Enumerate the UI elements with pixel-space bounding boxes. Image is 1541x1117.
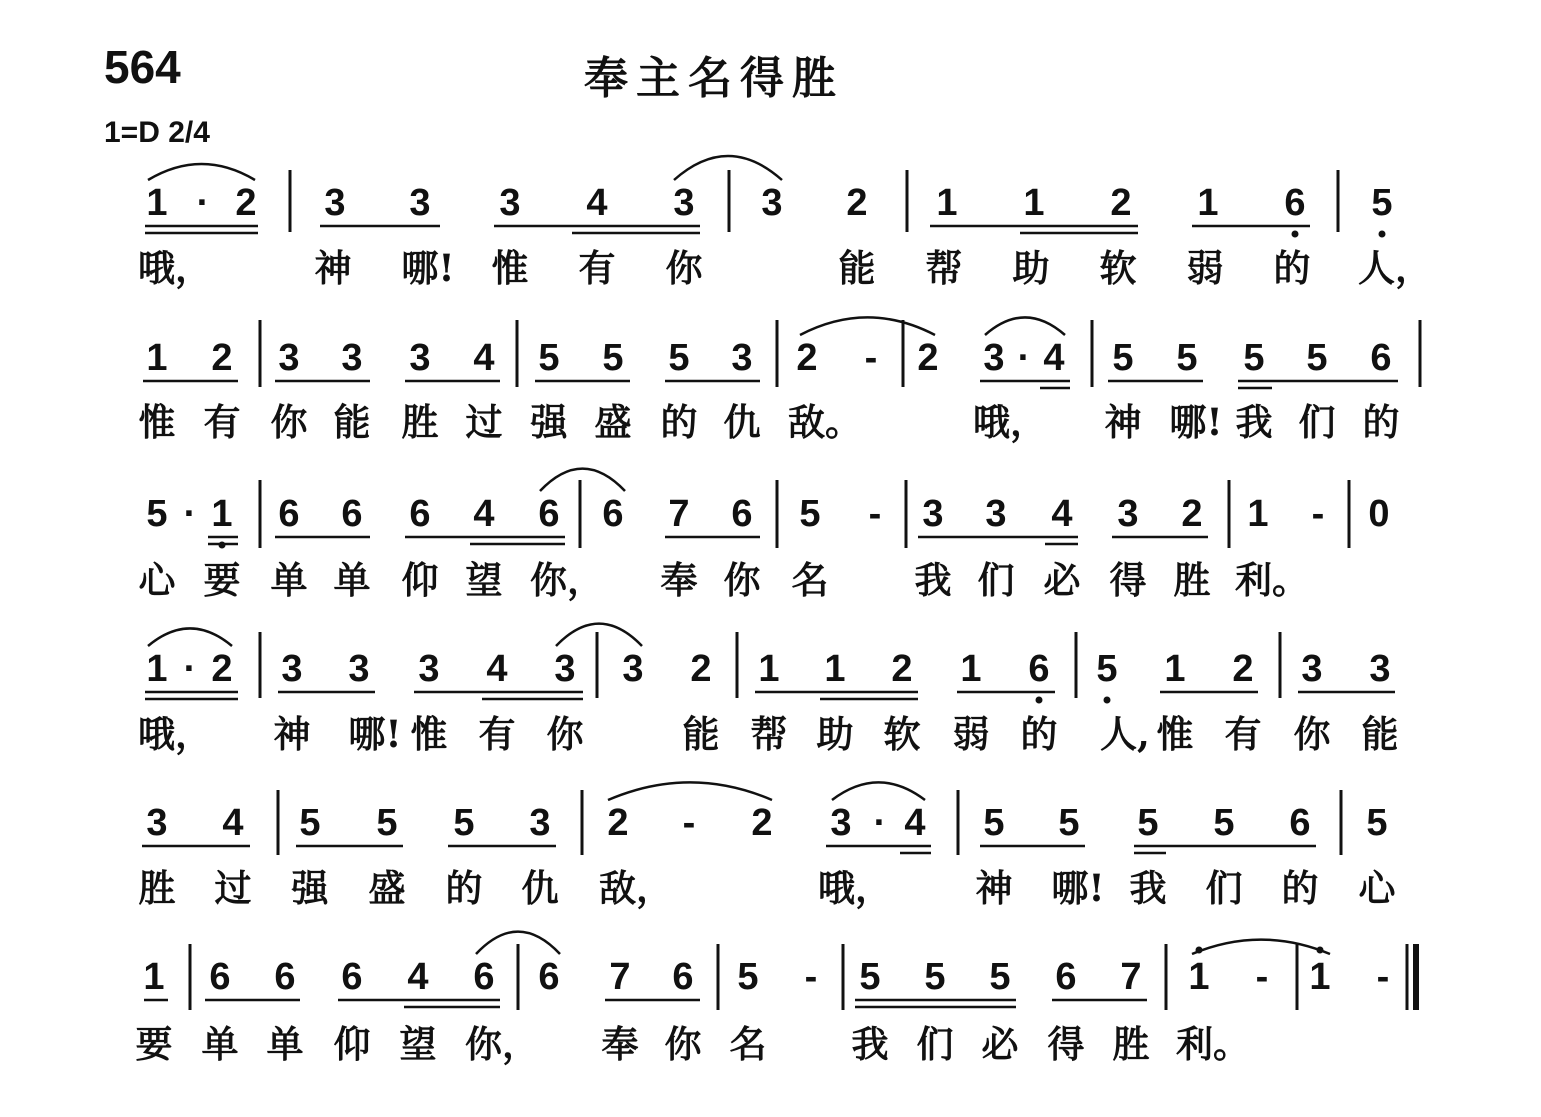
- lyric-char: 哦，: [973, 400, 1047, 444]
- lyric-char: 心: [1358, 866, 1396, 910]
- note-digit: 5: [737, 956, 759, 998]
- lyric-char: 利。: [1176, 1022, 1250, 1066]
- note-digit: 5: [1137, 802, 1159, 844]
- note-digit: 3: [922, 493, 944, 535]
- octave-dot: [1292, 231, 1299, 238]
- lyric-char: 帮: [750, 712, 788, 756]
- lyric-char: 能: [682, 712, 720, 756]
- lyric-char: 软: [1099, 246, 1137, 290]
- note-digit: 7: [668, 493, 690, 535]
- note-digit: 6: [672, 956, 694, 998]
- tie-arc: [800, 317, 935, 335]
- note-digit: 5: [924, 956, 946, 998]
- note-digit: 3: [409, 337, 431, 379]
- note-digit: 3: [418, 648, 440, 690]
- lyric-char: 名: [729, 1022, 767, 1066]
- note-digit: 6: [1055, 956, 1077, 998]
- note-digit: 6: [409, 493, 431, 535]
- note-digit: 3: [278, 337, 300, 379]
- lyric-char: 的: [1362, 400, 1400, 444]
- lyric-char: 单: [201, 1022, 239, 1066]
- note-digit: 1: [1164, 648, 1186, 690]
- lyric-char: 有: [478, 712, 516, 756]
- lyric-char: 望: [465, 558, 503, 602]
- note-digit: 1: [1197, 182, 1219, 224]
- note-digit: 3: [830, 802, 852, 844]
- note-digit: 3: [324, 182, 346, 224]
- note-digit: 5: [1371, 182, 1393, 224]
- lyric-char: 助: [816, 712, 854, 756]
- lyric-char: 有: [578, 246, 616, 290]
- note-digit: 6: [538, 956, 560, 998]
- lyric-char: 敌，: [599, 866, 673, 910]
- note-digit: 1: [146, 648, 168, 690]
- lyric-char: 惟: [1156, 712, 1194, 756]
- note-digit: 1: [1247, 493, 1269, 535]
- lyric-char: 哦，: [138, 712, 212, 756]
- note-digit: 6: [209, 956, 231, 998]
- note-digit: 1: [758, 648, 780, 690]
- note-digit: 3: [146, 802, 168, 844]
- lyric-char: 你: [546, 712, 584, 756]
- tie-arc: [1192, 940, 1330, 954]
- lyric-char: 哪!: [1169, 400, 1223, 444]
- note-digit: 5: [538, 337, 560, 379]
- lyric-char: 你: [664, 1022, 702, 1066]
- note-digit: 5: [1176, 337, 1198, 379]
- lyric-char: 胜: [1112, 1022, 1150, 1066]
- lyric-char: 人，: [1358, 246, 1432, 290]
- lyric-char: 单: [270, 558, 308, 602]
- lyric-char: 你: [723, 558, 761, 602]
- note-digit: 3: [1369, 648, 1391, 690]
- note-digit: 5: [1112, 337, 1134, 379]
- lyric-char: 我: [851, 1022, 889, 1066]
- lyric-char: 胜: [401, 400, 439, 444]
- note-digit: 5: [602, 337, 624, 379]
- note-digit: 3: [1301, 648, 1323, 690]
- lyric-char: 的: [445, 866, 483, 910]
- note-digit: 3: [529, 802, 551, 844]
- note-digit: 4: [473, 493, 495, 535]
- lyric-char: 有: [1224, 712, 1262, 756]
- lyric-char: 仰: [333, 1022, 371, 1066]
- note-digit: 3: [622, 648, 644, 690]
- lyric-char: 神: [975, 866, 1013, 910]
- note-digit: 0: [1368, 493, 1390, 535]
- lyric-char: 盛: [368, 866, 406, 910]
- note-digit: 2: [846, 182, 868, 224]
- note-digit: 6: [341, 493, 363, 535]
- lyric-char: 名: [791, 558, 829, 602]
- lyric-char: 望: [399, 1022, 437, 1066]
- note-digit: 1: [1023, 182, 1045, 224]
- hymn-title: 奉主名得胜: [584, 53, 844, 104]
- lyric-char: 敌。: [788, 400, 862, 444]
- lyric-char: 必: [1043, 558, 1081, 602]
- note-digit: 5: [1366, 802, 1388, 844]
- note-digit: 1: [824, 648, 846, 690]
- lyric-char: 心: [138, 558, 176, 602]
- hold-dash: -: [1376, 956, 1390, 998]
- note-digit: 3: [341, 337, 363, 379]
- lyric-char: 哦，: [818, 866, 892, 910]
- lyric-char: 帮: [925, 246, 963, 290]
- note-digit: 3: [985, 493, 1007, 535]
- note-digit: 3: [409, 182, 431, 224]
- lyric-char: 的: [1020, 712, 1058, 756]
- note-digit: 7: [609, 956, 631, 998]
- note-digit: 4: [1051, 493, 1073, 535]
- note-digit: 2: [607, 802, 629, 844]
- lyric-char: 能: [838, 246, 876, 290]
- octave-dot: [1104, 697, 1111, 704]
- lyric-char: 软: [883, 712, 921, 756]
- octave-dot: [1036, 697, 1043, 704]
- note-digit: 3: [499, 182, 521, 224]
- lyric-char: 有: [203, 400, 241, 444]
- note-digit: 2: [917, 337, 939, 379]
- note-digit: 3: [348, 648, 370, 690]
- dot-mark: ·: [1017, 337, 1031, 379]
- tie-arc: [985, 317, 1065, 335]
- lyric-char: 我: [1235, 400, 1273, 444]
- note-digit: 1: [211, 493, 233, 535]
- note-digit: 2: [1110, 182, 1132, 224]
- note-digit: 5: [799, 493, 821, 535]
- lyric-char: 能: [333, 400, 371, 444]
- dot-mark: ·: [196, 182, 210, 224]
- tie-arc: [540, 469, 625, 491]
- hold-dash: -: [864, 337, 878, 379]
- lyric-char: 利。: [1235, 558, 1309, 602]
- note-digit: 2: [1232, 648, 1254, 690]
- note-digit: 4: [1043, 337, 1065, 379]
- hold-dash: -: [868, 493, 882, 535]
- tie-arc: [148, 628, 232, 646]
- lyric-char: 我: [1129, 866, 1167, 910]
- hymn-number: 564: [104, 41, 181, 93]
- lyric-char: 的: [1281, 866, 1319, 910]
- note-digit: 2: [751, 802, 773, 844]
- lyric-char: 哪!: [348, 712, 402, 756]
- note-digit: 5: [376, 802, 398, 844]
- note-digit: 7: [1120, 956, 1142, 998]
- tie-arc: [556, 624, 642, 646]
- note-digit: 6: [538, 493, 560, 535]
- note-digit: 3: [554, 648, 576, 690]
- note-digit: 4: [473, 337, 495, 379]
- tie-arc: [148, 164, 255, 180]
- lyric-char: 奉: [601, 1022, 639, 1066]
- lyric-char: 弱: [1186, 246, 1224, 290]
- lyric-char: 哪!: [1051, 866, 1105, 910]
- note-digit: 1: [1309, 956, 1331, 998]
- lyric-char: 们: [1205, 866, 1243, 910]
- note-digit: 2: [235, 182, 257, 224]
- note-digit: 2: [211, 648, 233, 690]
- note-digit: 2: [1181, 493, 1203, 535]
- note-digit: 5: [453, 802, 475, 844]
- lyric-char: 过: [214, 866, 252, 910]
- note-digit: 6: [1370, 337, 1392, 379]
- note-digit: 4: [904, 802, 926, 844]
- tie-arc: [608, 782, 772, 800]
- note-digit: 5: [859, 956, 881, 998]
- note-digit: 6: [1284, 182, 1306, 224]
- note-digit: 5: [1243, 337, 1265, 379]
- lyric-char: 仰: [401, 558, 439, 602]
- lyric-char: 仇: [723, 400, 761, 444]
- note-digit: 6: [341, 956, 363, 998]
- note-digit: 3: [731, 337, 753, 379]
- lyric-char: 仇: [521, 866, 559, 910]
- note-digit: 5: [989, 956, 1011, 998]
- octave-dot: [1379, 231, 1386, 238]
- note-digit: 5: [668, 337, 690, 379]
- note-digit: 5: [1058, 802, 1080, 844]
- lyric-char: 神: [1104, 400, 1142, 444]
- note-digit: 3: [1117, 493, 1139, 535]
- note-digit: 4: [486, 648, 508, 690]
- note-digit: 1: [936, 182, 958, 224]
- note-digit: 6: [731, 493, 753, 535]
- dot-mark: ·: [183, 648, 197, 690]
- note-digit: 4: [407, 956, 429, 998]
- lyric-char: 神: [273, 712, 311, 756]
- lyric-char: 盛: [594, 400, 632, 444]
- note-digit: 6: [602, 493, 624, 535]
- lyric-char: 要: [203, 558, 241, 602]
- dot-mark: ·: [873, 802, 887, 844]
- lyric-char: 助: [1012, 246, 1050, 290]
- lyric-char: 胜: [1173, 558, 1211, 602]
- octave-dot: [1196, 947, 1203, 954]
- note-digit: 1: [143, 956, 165, 998]
- note-digit: 2: [891, 648, 913, 690]
- note-digit: 4: [586, 182, 608, 224]
- hold-dash: -: [804, 956, 818, 998]
- lyric-char: 哪!: [401, 246, 455, 290]
- lyric-char: 能: [1361, 712, 1399, 756]
- lyric-char: 强: [530, 400, 568, 444]
- lyric-char: 你，: [465, 1022, 539, 1066]
- lyric-char: 们: [977, 558, 1015, 602]
- lyric-char: 得: [1047, 1022, 1085, 1066]
- lyric-char: 的: [660, 400, 698, 444]
- note-digit: 2: [690, 648, 712, 690]
- lyric-char: 强: [291, 866, 329, 910]
- lyric-char: 得: [1109, 558, 1147, 602]
- note-digit: 2: [796, 337, 818, 379]
- note-digit: 3: [761, 182, 783, 224]
- note-digit: 4: [222, 802, 244, 844]
- lyric-char: 你: [1293, 712, 1331, 756]
- lyric-char: 惟: [138, 400, 176, 444]
- lyric-char: 单: [333, 558, 371, 602]
- lyric-char: 神: [314, 246, 352, 290]
- lyric-char: 惟: [491, 246, 529, 290]
- lyric-char: 你: [270, 400, 308, 444]
- note-digit: 3: [983, 337, 1005, 379]
- lyric-char: 你，: [530, 558, 604, 602]
- key-time-signature: 1=D 2/4: [104, 116, 210, 149]
- lyric-char: 胜: [138, 866, 176, 910]
- note-digit: 1: [146, 182, 168, 224]
- note-digit: 5: [1306, 337, 1328, 379]
- note-digit: 5: [299, 802, 321, 844]
- dot-mark: ·: [183, 493, 197, 535]
- lyric-char: 弱: [952, 712, 990, 756]
- hold-dash: -: [1255, 956, 1269, 998]
- lyric-char: 单: [266, 1022, 304, 1066]
- note-digit: 3: [673, 182, 695, 224]
- lyric-char: 必: [981, 1022, 1019, 1066]
- note-digit: 5: [1096, 648, 1118, 690]
- note-digit: 6: [1028, 648, 1050, 690]
- lyric-char: 们: [1298, 400, 1336, 444]
- note-digit: 5: [1213, 802, 1235, 844]
- note-digit: 6: [278, 493, 300, 535]
- tie-arc: [832, 782, 925, 800]
- note-digit: 2: [211, 337, 233, 379]
- note-digit: 6: [1289, 802, 1311, 844]
- lyric-char: 的: [1273, 246, 1311, 290]
- note-digit: 1: [146, 337, 168, 379]
- lyric-char: 奉: [660, 558, 698, 602]
- lyric-char: 要: [135, 1022, 173, 1066]
- note-digit: 1: [960, 648, 982, 690]
- note-digit: 5: [146, 493, 168, 535]
- lyric-char: 你: [665, 246, 703, 290]
- note-digit: 6: [274, 956, 296, 998]
- note-digit: 1: [1188, 956, 1210, 998]
- lyric-char: 人,: [1100, 712, 1150, 756]
- octave-dot: [219, 542, 226, 549]
- hold-dash: -: [682, 802, 696, 844]
- note-digit: 5: [983, 802, 1005, 844]
- lyric-char: 惟: [410, 712, 448, 756]
- note-digit: 6: [473, 956, 495, 998]
- lyric-char: 们: [916, 1022, 954, 1066]
- lyric-char: 我: [914, 558, 952, 602]
- octave-dot: [1317, 947, 1324, 954]
- lyric-char: 过: [465, 400, 503, 444]
- hold-dash: -: [1311, 493, 1325, 535]
- lyric-char: 哦，: [138, 246, 212, 290]
- note-digit: 3: [281, 648, 303, 690]
